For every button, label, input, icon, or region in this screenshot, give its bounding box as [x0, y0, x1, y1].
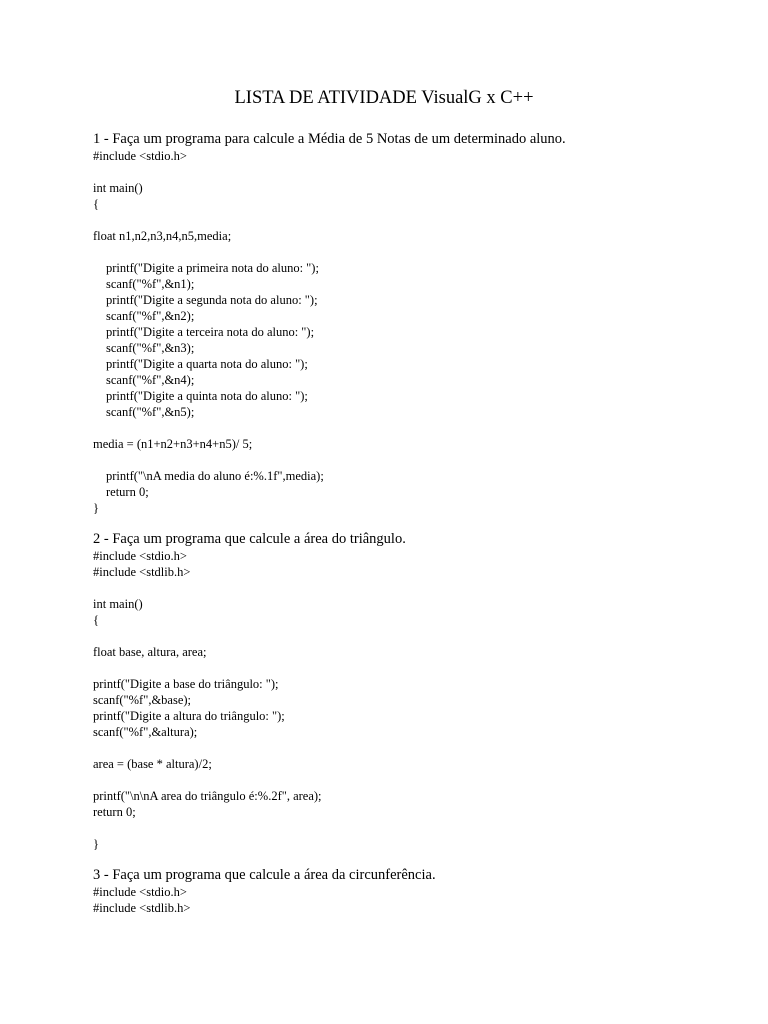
code-line: return 0;	[93, 805, 136, 819]
blank-line	[93, 660, 733, 676]
code-line: printf("\n\nA area do triângulo é:%.2f", area);	[93, 789, 322, 803]
code-line: media = (n1+n2+n3+n4+n5)/ 5;	[93, 437, 253, 451]
document-body	[93, 130, 733, 916]
blank-line	[93, 244, 733, 260]
code-line: printf("Digite a quinta nota do aluno: ");	[106, 389, 308, 403]
code-line: printf("Digite a quarta nota do aluno: ");	[106, 357, 308, 371]
blank-line	[93, 772, 733, 788]
code-line: {	[93, 197, 99, 211]
exercise-heading-3: 3 - Faça um programa que calcule a área da circunferência.	[93, 867, 436, 883]
code-line: return 0;	[106, 485, 149, 499]
blank-line	[93, 420, 733, 436]
code-line: float n1,n2,n3,n4,n5,media;	[93, 229, 232, 243]
blank-line	[93, 580, 733, 596]
code-line: int main()	[93, 181, 143, 195]
code-line: printf("Digite a primeira nota do aluno: ");	[106, 261, 319, 275]
code-line: printf("Digite a base do triângulo: ");	[93, 677, 279, 691]
blank-line	[93, 212, 733, 228]
code-line: }	[93, 501, 99, 515]
section-gap	[93, 516, 733, 530]
code-line: }	[93, 837, 99, 851]
code-line: scanf("%f",&n2);	[106, 309, 195, 323]
blank-line	[93, 452, 733, 468]
code-line: printf("Digite a segunda nota do aluno: ");	[106, 293, 318, 307]
code-line: #include <stdio.h>	[93, 885, 187, 899]
blank-line	[93, 820, 733, 836]
page-title: LISTA DE ATIVIDADE VisualG x C++	[234, 88, 534, 108]
code-line: area = (base * altura)/2;	[93, 757, 212, 771]
blank-line	[93, 740, 733, 756]
code-line: {	[93, 613, 99, 627]
code-line: scanf("%f",&base);	[93, 693, 192, 707]
code-line: #include <stdlib.h>	[93, 565, 191, 579]
code-line: #include <stdio.h>	[93, 549, 187, 563]
code-line: scanf("%f",&n4);	[106, 373, 195, 387]
code-line: printf("Digite a terceira nota do aluno: ");	[106, 325, 315, 339]
code-line: float base, altura, area;	[93, 645, 207, 659]
code-line: printf("\nA media do aluno é:%.1f",media);	[106, 469, 324, 483]
code-line: scanf("%f",&n3);	[106, 341, 195, 355]
exercise-heading-1: 1 - Faça um programa para calcule a Média de 5 Notas de um determinado aluno.	[93, 131, 566, 147]
code-line: #include <stdlib.h>	[93, 901, 191, 915]
blank-line	[93, 628, 733, 644]
code-line: printf("Digite a altura do triângulo: ");	[93, 709, 285, 723]
code-line: scanf("%f",&n5);	[106, 405, 195, 419]
section-gap	[93, 852, 733, 866]
blank-line	[93, 164, 733, 180]
code-line: scanf("%f",&altura);	[93, 725, 198, 739]
code-line: scanf("%f",&n1);	[106, 277, 195, 291]
exercise-heading-2: 2 - Faça um programa que calcule a área do triângulo.	[93, 531, 406, 547]
code-line: #include <stdio.h>	[93, 149, 187, 163]
code-line: int main()	[93, 597, 143, 611]
